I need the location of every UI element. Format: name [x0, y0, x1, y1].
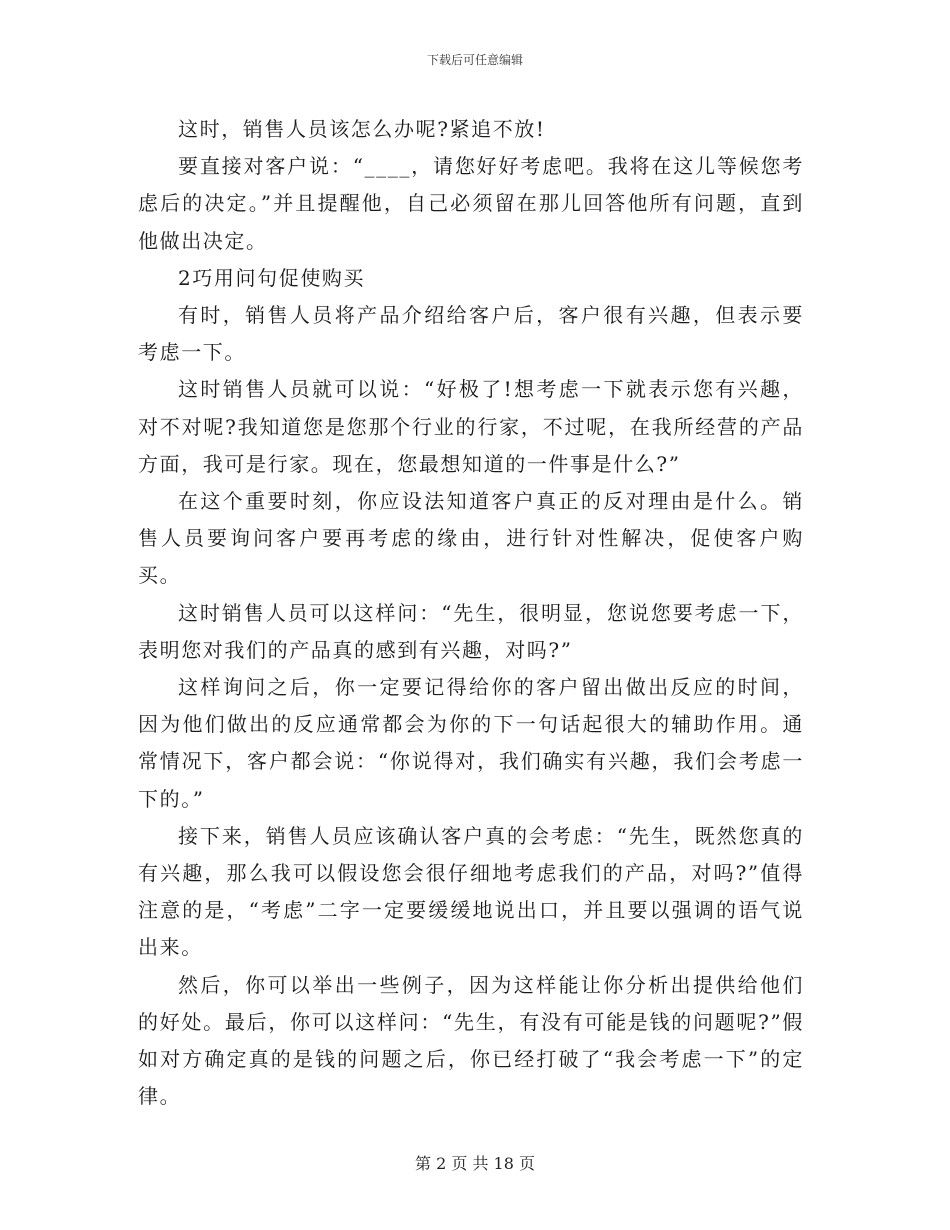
paragraph: 在这个重要时刻，你应设法知道客户真正的反对理由是什么。销售人员要询问客户要再考虑的缘由，进行针对性解决，促使客户购买。: [138, 489, 804, 588]
section-heading: 2巧用问句促使购买: [178, 265, 366, 290]
paragraph: 这时，销售人员该怎么办呢?紧追不放!: [178, 117, 546, 141]
paragraph: 要直接对客户说：“____，请您好好考虑吧。我将在这儿等候您考虑后的决定。”并且提醒他，自己必须留在那儿回答他所有问题，直到他做出决定。: [138, 154, 804, 253]
page-header: 下载后可任意编辑: [426, 53, 523, 67]
document-body: [138, 111, 804, 1115]
paragraph: 这样询问之后，你一定要记得给你的客户留出做出反应的时间，因为他们做出的反应通常都会为你的下一句话起很大的辅助作用。通常情况下，客户都会说：“你说得对，我们确实有兴趣，我们会考虑一下的。”: [138, 675, 804, 811]
paragraph: 然后，你可以举出一些例子，因为这样能让你分析出提供给他们的好处。最后，你可以这样问：“先生，有没有可能是钱的问题呢?”假如对方确定真的是钱的问题之后，你已经打破了“我会考虑一下”的定律。: [138, 972, 804, 1109]
paragraph: 有时，销售人员将产品介绍给客户后，客户很有兴趣，但表示要考虑一下。: [138, 303, 804, 365]
paragraph: 接下来，销售人员应该确认客户真的会考虑：“先生，既然您真的有兴趣，那么我可以假设您会很仔细地考虑我们的产品，对吗?”值得注意的是，“考虑”二字一定要缓缓地说出口，并且要以强调的语气说出来。: [138, 823, 804, 960]
page-number-footer: 第 2 页 共 18 页: [415, 1154, 535, 1173]
paragraph: 这时销售人员就可以说：“好极了!想考虑一下就表示您有兴趣，对不对呢?我知道您是您那个行业的行家，不过呢，在我所经营的产品方面，我可是行家。现在，您最想知道的一件事是什么?”: [138, 377, 804, 476]
paragraph: 这时销售人员可以这样问：“先生，很明显，您说您要考虑一下，表明您对我们的产品真的感到有兴趣，对吗?”: [138, 600, 804, 662]
